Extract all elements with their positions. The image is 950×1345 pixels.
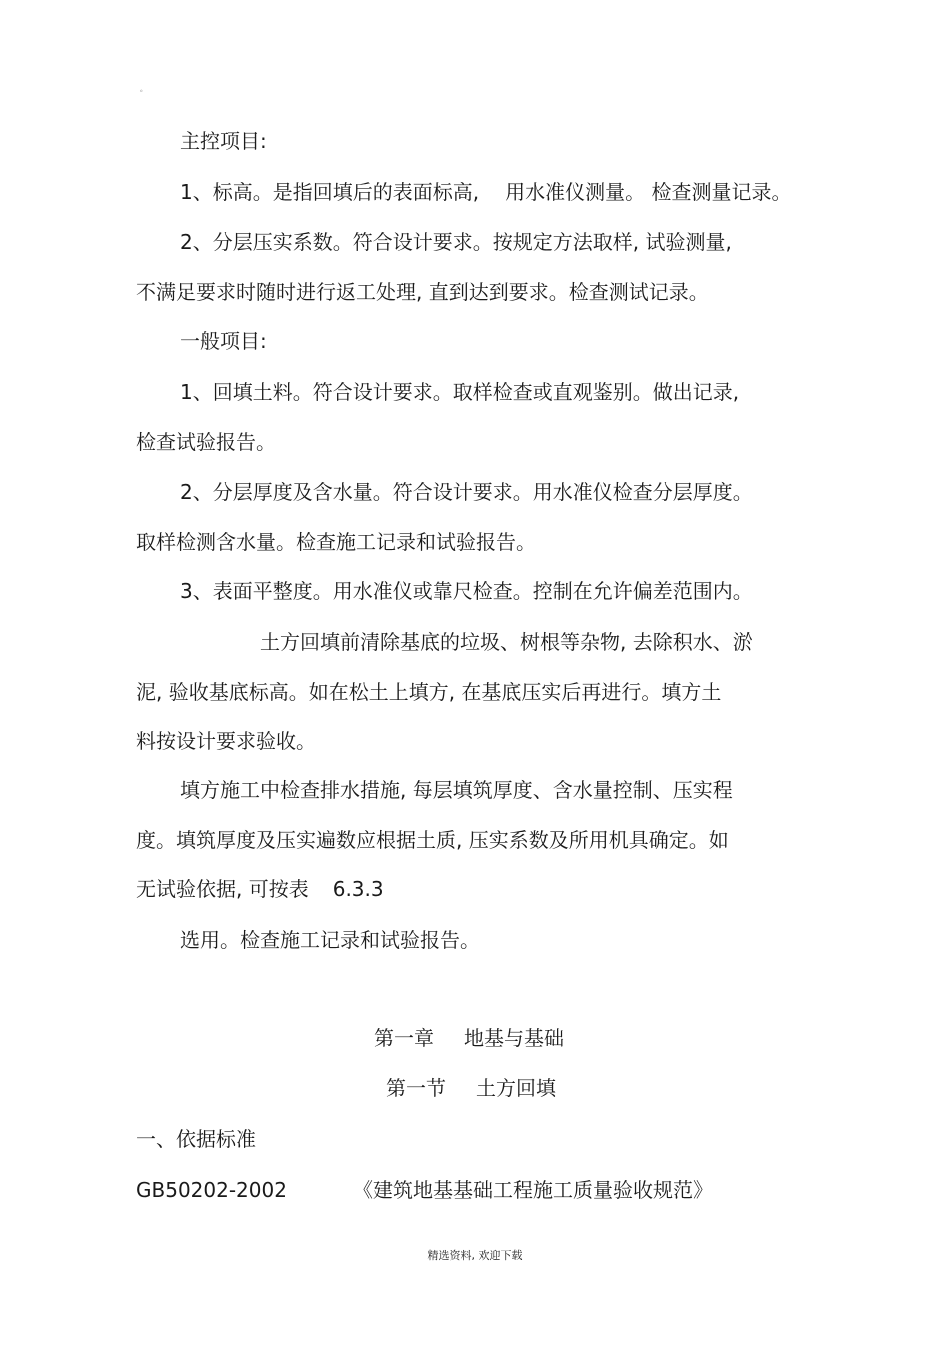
general-item-2-line-1: 2、分层厚度及含水量。符合设计要求。用水准仪检查分层厚度。 xyxy=(180,480,753,504)
fill-paragraph-line-1: 填方施工中检查排水措施, 每层填筑厚度、含水量控制、压实程 xyxy=(180,778,733,802)
general-item-1-line-1: 1、回填土料。符合设计要求。取样检查或直观鉴别。做出记录, xyxy=(180,380,740,404)
chapter-title: 地基与基础 xyxy=(464,1026,564,1050)
basis-heading: 一、依据标准 xyxy=(136,1127,256,1151)
section-label: 第一节 xyxy=(386,1076,446,1100)
clean-paragraph-line-3: 料按设计要求验收。 xyxy=(136,729,316,753)
general-item-3: 3、表面平整度。用水准仪或靠尺检查。控制在允许偏差范围内。 xyxy=(180,579,753,603)
fill-paragraph-line-2: 度。填筑厚度及压实遍数应根据土质, 压实系数及所用机具确定。如 xyxy=(136,828,729,852)
fill-paragraph-line-4: 选用。检查施工记录和试验报告。 xyxy=(180,928,480,952)
section-heading xyxy=(386,1076,556,1100)
main-items-heading: 主控项目: xyxy=(180,129,267,153)
page-mark: 。 xyxy=(140,85,147,93)
general-item-2-line-2: 取样检测含水量。检查施工记录和试验报告。 xyxy=(136,530,536,554)
main-item-1-part-a: 1、标高。是指回填后的表面标高, xyxy=(180,180,480,204)
main-item-1-part-b: 用水准仪测量。 检查测量记录。 xyxy=(505,180,792,204)
clean-paragraph-line-2: 泥, 验收基底标高。如在松土上填方, 在基底压实后再进行。填方土 xyxy=(136,680,722,704)
main-item-2-line-1: 2、分层压实系数。符合设计要求。按规定方法取样, 试验测量, xyxy=(180,230,732,254)
main-item-2-line-2: 不满足要求时随时进行返工处理, 直到达到要求。检查测试记录。 xyxy=(136,280,709,304)
page-footer: 精选资料, 欢迎下载 xyxy=(427,1249,523,1262)
general-items-heading: 一般项目: xyxy=(180,329,267,353)
fill-paragraph-line-3 xyxy=(136,877,384,901)
chapter-heading xyxy=(374,1026,564,1050)
general-item-1-line-2: 检查试验报告。 xyxy=(136,430,276,454)
clean-paragraph-line-1: 土方回填前清除基底的垃圾、树根等杂物, 去除积水、淤 xyxy=(260,630,753,654)
main-item-1 xyxy=(180,180,791,204)
section-title: 土方回填 xyxy=(476,1076,556,1100)
standard-name: 《建筑地基基础工程施工质量验收规范》 xyxy=(353,1178,713,1202)
standard-code: GB50202-2002 xyxy=(136,1178,287,1202)
table-reference: 6.3.3 xyxy=(332,877,384,901)
fill-paragraph-line-3-text: 无试验依据, 可按表 xyxy=(136,877,309,901)
chapter-label: 第一章 xyxy=(374,1026,434,1050)
